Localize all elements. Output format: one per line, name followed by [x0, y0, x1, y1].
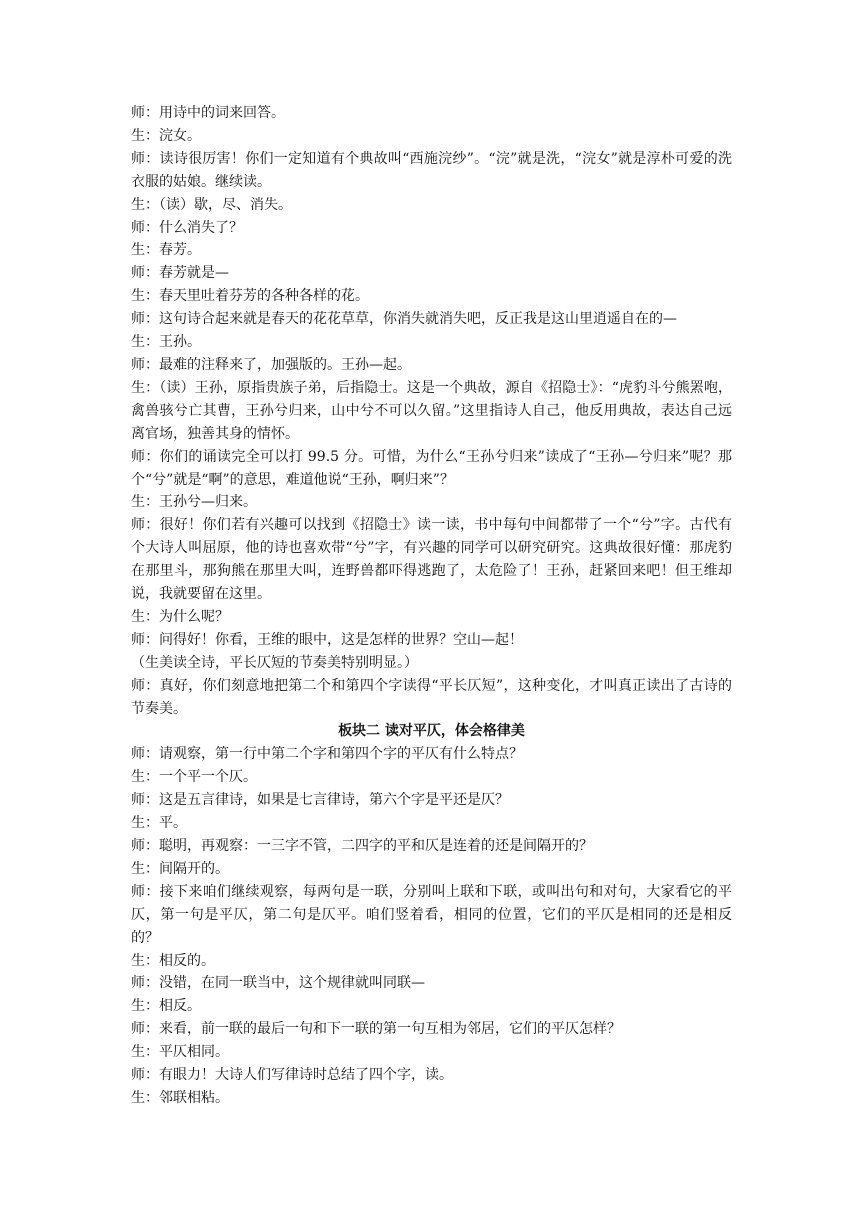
dialogue-line: 师：什么消失了？ [131, 219, 243, 236]
dialogue-line: 生：（读）歇，尽、消失。 [131, 196, 292, 213]
dialogue-line: 生：一个平一个仄。 [131, 769, 257, 786]
dialogue-line: 师：读诗很厉害！你们一定知道有个典故叫“西施浣纱”。“浣”就是洗，“浣女”就是淳朴可爱的洗衣服的姑娘。继续读。 [131, 150, 732, 190]
dialogue-line: 生：间隔开的。 [131, 860, 229, 877]
document-body [131, 102, 732, 1110]
dialogue-line: 生：（读）王孙，原指贵族子弟，后指隐士。这是一个典故，源自《招隐士》：“虎豹斗兮熊罴咆，禽兽骇兮亡其曹，王孙兮归来，山中兮不可以久留。”这里指诗人自己，他反用典故，表达自己远离官场，独善其身的情怀。 [131, 379, 732, 442]
dialogue-line: 生：平仄相同。 [131, 1044, 229, 1061]
dialogue-line: 师：来看，前一联的最后一句和下一联的第一句互相为邻居，它们的平仄怎样？ [131, 1021, 621, 1038]
dialogue-line: 生：相反的。 [131, 952, 215, 969]
dialogue-line: 生：王孙。 [131, 334, 201, 351]
dialogue-line: 师：没错，在同一联当中，这个规律就叫同联— [131, 975, 425, 992]
dialogue-line: 师：这句诗合起来就是春天的花花草草，你消失就消失吧，反正我是这山里逍遥自在的— [131, 311, 677, 328]
dialogue-line: 生：邻联相粘。 [131, 1089, 229, 1106]
dialogue-line: 生：为什么呢？ [131, 608, 229, 625]
dialogue-line: 师：有眼力！大诗人们写律诗时总结了四个字，读。 [131, 1067, 453, 1084]
dialogue-line: 师：很好！你们若有兴趣可以找到《招隐士》读一读，书中每句中间都带了一个“兮”字。古代有个大诗人叫屈原，他的诗也喜欢带“兮”字，有兴趣的同学可以研究研究。这典故很好懂：那虎豹在那里斗，那狗熊在那里大叫，连野兽都吓得逃跑了，太危险了！王孙，赶紧回来吧！但王维却说，我就要留在这里。 [131, 517, 732, 603]
dialogue-line: 师：你们的诵读完全可以打 99.5 分。可惜，为什么“王孙兮归来”读成了“王孙—兮归来”呢？那个“兮”就是“啊”的意思，难道他说“王孙，啊归来”？ [131, 448, 732, 488]
dialogue-line: 师：问得好！你看，王维的眼中，这是怎样的世界？空山—起！ [131, 631, 523, 648]
dialogue-line: 师：接下来咱们继续观察，每两句是一联，分别叫上联和下联，或叫出句和对句，大家看它的平仄，第一句是平仄，第二句是仄平。咱们竖着看，相同的位置，它们的平仄是相同的还是相反的？ [131, 883, 732, 946]
dialogue-line: 师：春芳就是— [131, 265, 229, 282]
dialogue-line: 师：真好，你们刻意地把第二个和第四个字读得“平长仄短”，这种变化，才叫真正读出了古诗的节奏美。 [131, 677, 732, 717]
dialogue-line: 师：聪明，再观察：一三字不管，二四字的平和仄是连着的还是间隔开的？ [131, 838, 593, 854]
dialogue-line: 师：用诗中的词来回答。 [131, 105, 285, 121]
dialogue-line: 师：请观察，第一行中第二个字和第四个字的平仄有什么特点？ [131, 746, 523, 763]
dialogue-line: 生：王孙兮—归来。 [131, 494, 257, 511]
dialogue-line: 生：平。 [131, 815, 187, 832]
dialogue-line: 生：春天里吐着芬芳的各种各样的花。 [131, 288, 369, 305]
stage-direction: （生美读全诗，平长仄短的节奏美特别明显。） [131, 654, 418, 671]
section-heading: 板块二 读对平仄，体会格律美 [338, 723, 525, 740]
dialogue-line: 生：春芳。 [131, 242, 201, 259]
dialogue-line: 师：这是五言律诗，如果是七言律诗，第六个字是平还是仄？ [131, 792, 509, 809]
dialogue-line: 师：最难的注释来了，加强版的。王孙—起。 [131, 356, 411, 373]
dialogue-line: 生：相反。 [131, 998, 201, 1015]
dialogue-line: 生：浣女。 [131, 127, 201, 144]
